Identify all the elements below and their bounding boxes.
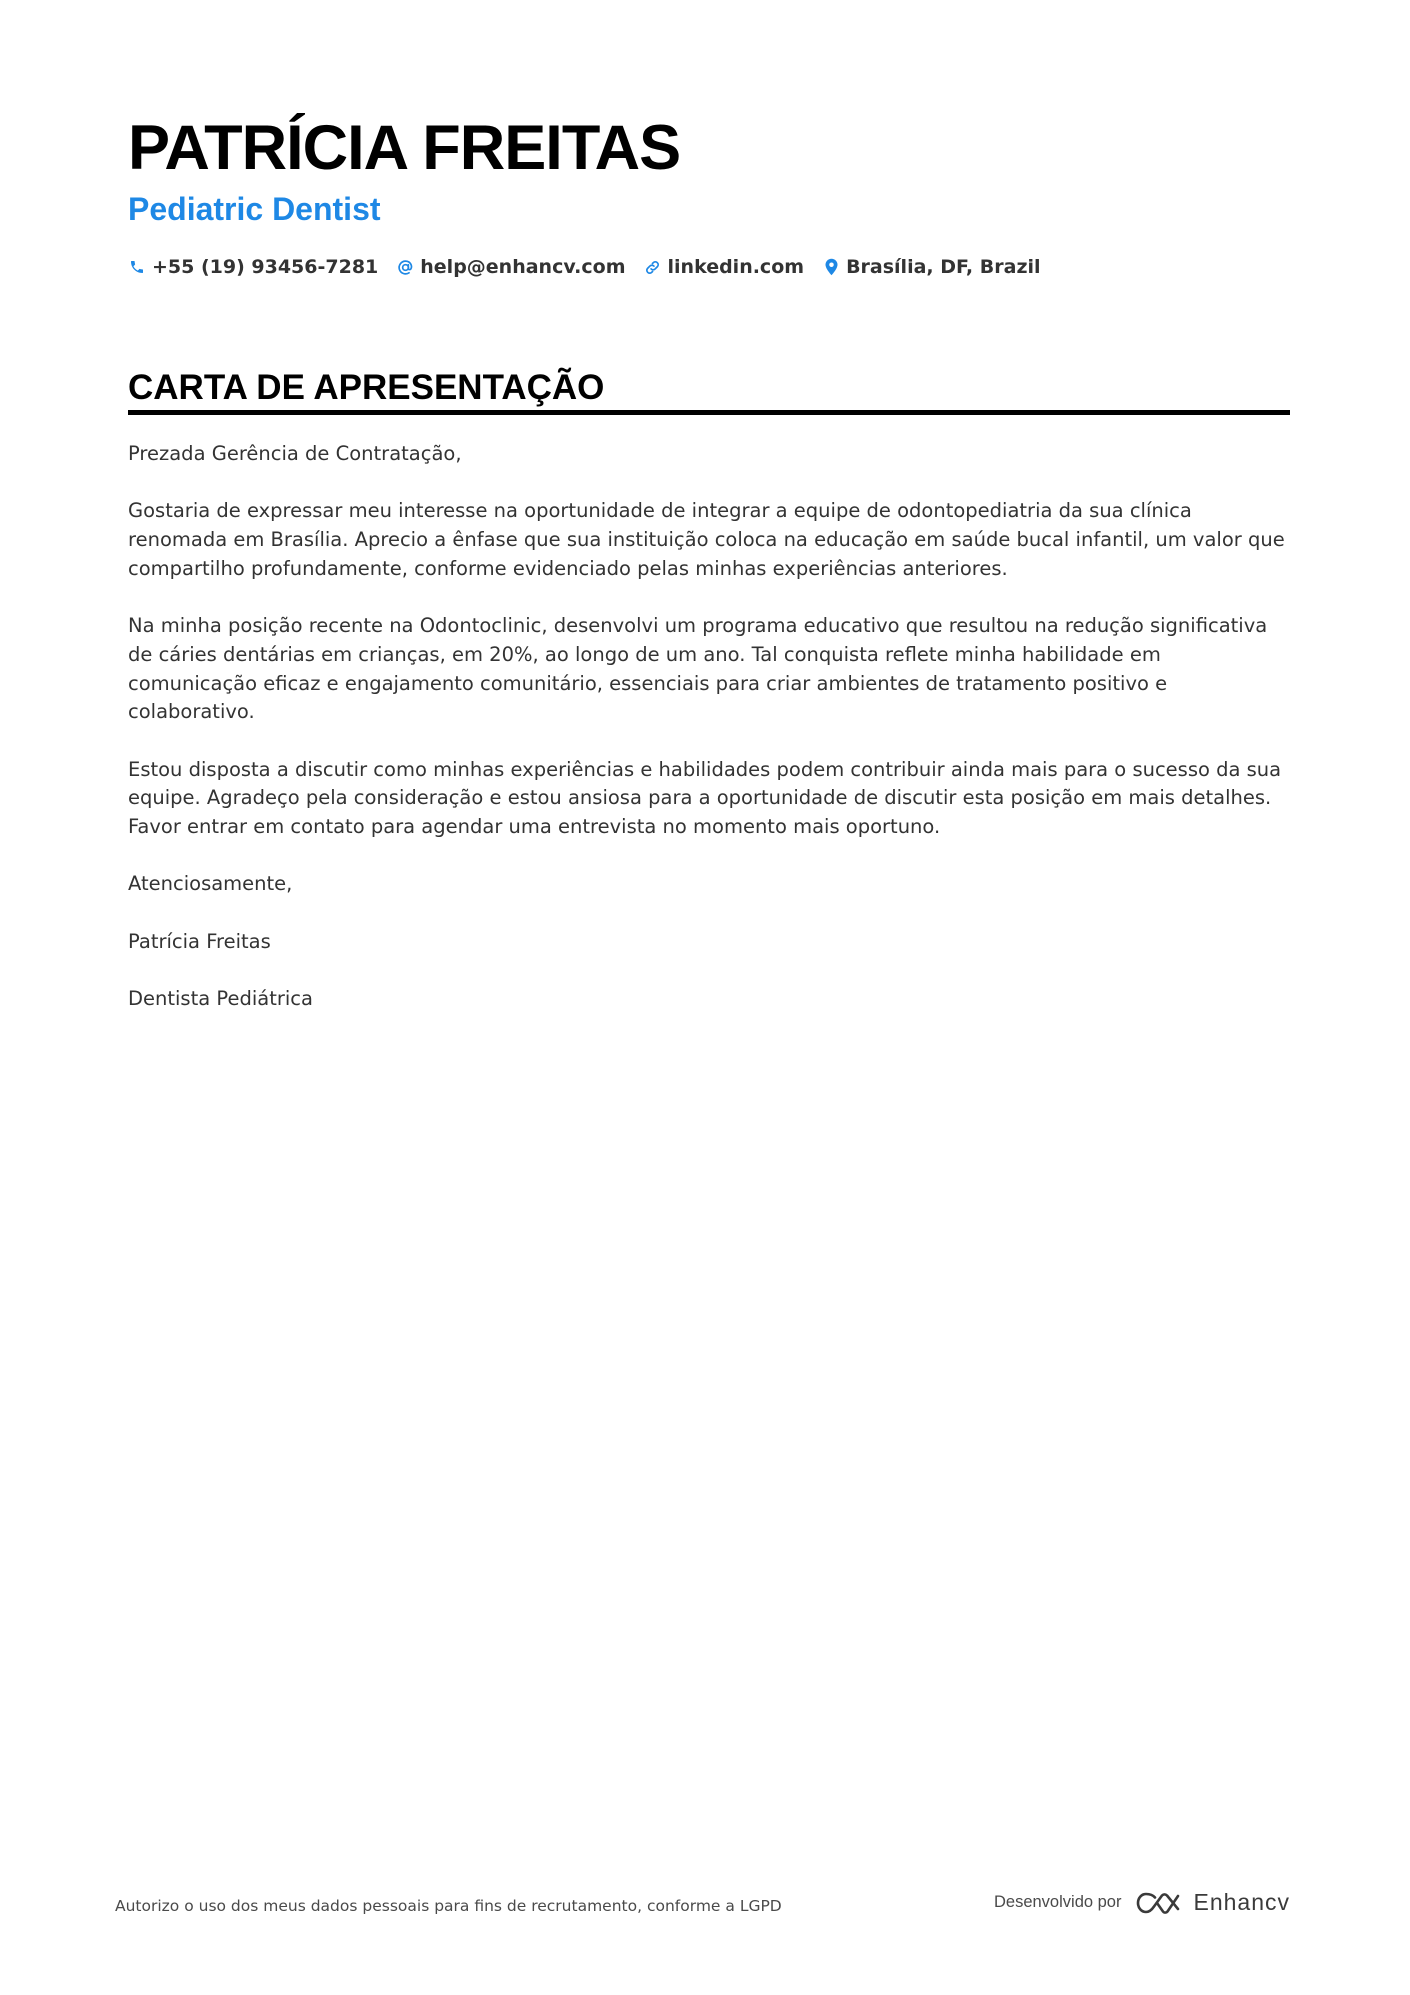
contact-linkedin[interactable] [644, 254, 805, 280]
powered-by[interactable] [994, 1889, 1290, 1916]
contact-location [822, 254, 1040, 280]
consent-notice: Autorizo o uso dos meus dados pessoais para fins de recrutamento, conforme a LGPD [115, 1897, 782, 1915]
contact-email-text[interactable]: help@enhancv.com [420, 256, 626, 278]
candidate-name: PATRÍCIA FREITAS [128, 113, 681, 183]
letter-body [128, 440, 1290, 1043]
at-icon [396, 258, 414, 276]
enhancv-logo-icon [1135, 1891, 1181, 1915]
candidate-role: Pediatric Dentist [128, 191, 381, 227]
letter-greeting: Prezada Gerência de Contratação, [128, 442, 462, 465]
contact-phone [128, 254, 378, 280]
brand-name: Enhancv [1193, 1889, 1290, 1915]
link-icon [644, 258, 662, 276]
signature-title: Dentista Pediátrica [128, 987, 313, 1011]
section-title: CARTA DE APRESENTAÇÃO [128, 368, 605, 407]
contact-email[interactable] [396, 254, 625, 280]
page-footer [0, 1889, 1410, 1933]
powered-by-label: Desenvolvido por [993, 1893, 1122, 1911]
contact-linkedin-text[interactable]: linkedin.com [667, 256, 805, 278]
letter-paragraph: Na minha posição recente na Odontoclinic, desenvolvi um programa educativo que resultou na redução significativa de cáries dentárias em crianças, em 20%, ao longo de um ano. Tal conquista reflete minha habilidade em comunicação eficaz e engajamento comunitário, essenciais para criar ambientes de tratamento positivo e colaborativo. [128, 614, 1268, 724]
contact-location-text: Brasília, DF, Brazil [846, 256, 1041, 278]
signature-name: Patrícia Freitas [128, 929, 271, 953]
contact-bar [128, 254, 1059, 280]
location-pin-icon [822, 258, 840, 276]
phone-icon [128, 258, 146, 276]
section-divider [128, 410, 1290, 415]
letter-closing: Atenciosamente, [128, 872, 293, 896]
letter-paragraph: Estou disposta a discutir como minhas experiências e habilidades podem contribuir ainda mais para o sucesso da sua equipe. Agradeço pela consideração e estou ansiosa para a oportunidade de discutir esta posição em mais detalhes. Favor entrar em contato para agendar uma entrevista no momento mais oportuno. [128, 757, 1282, 839]
letter-paragraph: Gostaria de expressar meu interesse na oportunidade de integrar a equipe de odontopediatria da sua clínica renomada em Brasília. Aprecio a ênfase que sua instituição coloca na educação em saúde bucal infantil, um valor que compartilho profundamente, conforme evidenciado pelas minhas experiências anteriores. [128, 499, 1285, 580]
contact-phone-text: +55 (19) 93456-7281 [152, 256, 379, 278]
